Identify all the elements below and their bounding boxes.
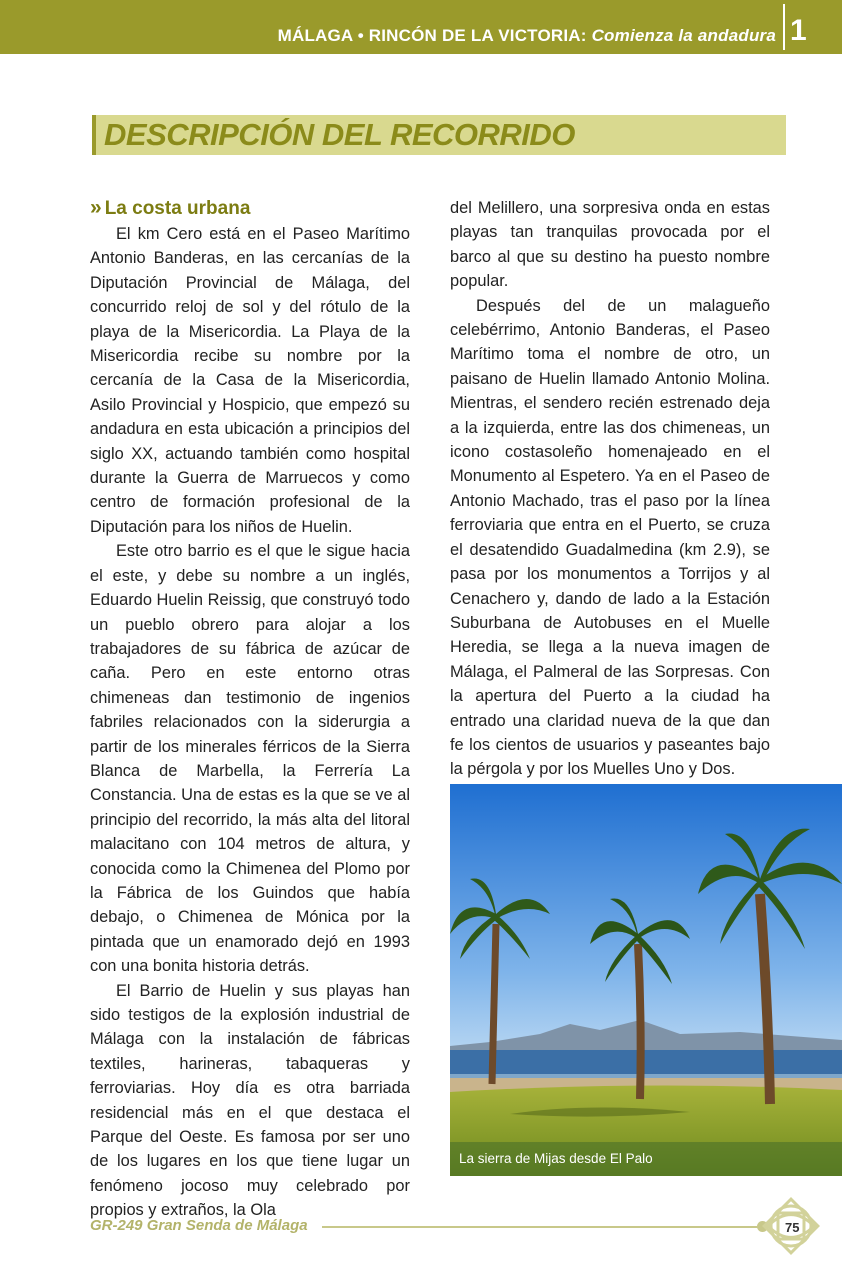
header-subtitle: Comienza la andadura [591,26,776,45]
section-title: DESCRIPCIÓN DEL RECORRIDO [104,117,575,152]
footer-title: GR-249 Gran Senda de Málaga [90,1217,308,1234]
photo-caption: La sierra de Mijas desde El Palo [450,1142,842,1176]
paragraph: El km Cero está en el Paseo Marítimo Antonio Banderas, en las cercanías de la Diputación Provincial de Málaga, del concurrido reloj de sol y del rótulo de la playa de la Misericordia. La Playa de la Misericordia recibe su nombre por la cercanía de la Casa de la Misericordia, Asilo Provincial y Hospicio, que empezó su andadura en esta ubicación a principios del siglo XX, actuando también como hospital durante la Guerra de Marruecos y como centro de formación profesional de la Diputación para los niños de Huelin. [90,225,410,536]
header-divider [783,4,785,50]
paragraph: El Barrio de Huelin y sus playas han sido testigos de la explosión industrial de Málaga con la instalación de fábricas textiles, harineras, tabaqueras y ferroviarias. Hoy día es otra barriada residencial más en el que destaca el Parque del Oeste. Es famosa por ser uno de los lugares en los que tiene lugar un fenómeno jocoso muy celebrado por propios y extraños, la Ola [90,981,410,1220]
palm-beach-illustration [450,784,842,1176]
double-chevron-icon: » [90,196,99,219]
subheading [90,195,410,222]
page-number: 75 [785,1220,800,1235]
footer-rule [322,1226,762,1228]
photo-palm-trees [450,784,842,1176]
header-prefix: MÁLAGA • RINCÓN DE LA VICTORIA: [277,26,587,45]
paragraph: Después del de un malagueño celebérrimo, Antonio Banderas, el Paseo Marítimo toma el nombre de otro, un paisano de Huelin llamado Antonio Molina. Mientras, el sendero recién estrenado deja a la izquierda, entre las dos chimeneas, un icono costasoleño homenajeado en el Monumento al Espetero. Ya en el Paseo de Antonio Machado, tras el paso por la línea ferroviaria que entra en el Puerto, se cruza el desatendido Guadalmedina (km 2.9), se pasa por los monumentos a Torrijos y al Cenachero y, dando de lado a la Estación Suburbana de Autobuses en el Muelle Heredia, se llega a la nueva imagen de Málaga, el Palmeral de las Sorpresas. Con la apertura del Puerto a la ciudad ha entrado una claridad nueva de la que dan fe los cientos de usuarios y paseantes bajo la pérgola y por los Muelles Uno y Dos. [450,296,770,779]
running-header [0,0,842,54]
subheading-text: La costa urbana [104,198,251,219]
running-header-text [278,26,776,46]
section-title-band [92,115,786,155]
chapter-number: 1 [790,14,807,47]
page-footer [90,1217,842,1257]
paragraph: del Melillero, una sorpresiva onda en estas playas tan tranquilas provocada por el barco al que su destino ha puesto nombre popular. [450,199,770,291]
paragraph: Este otro barrio es el que le sigue hacia el este, y debe su nombre a un inglés, Eduardo Huelin Reissig, que construyó todo un pueblo obrero para alojar a los trabajadores de su fábrica de azúcar de caña. Pero en este entorno otras chimeneas dan testimonio de ingenios fabriles relacionados con la siderurgia a partir de los minerales férricos de la Sierra Blanca de Marbella, la Ferrería La Constancia. Una de estas es la que se ve al principio del recorrido, la más alta del litoral malacitano con 104 metros de altura, y conocida como la Chimenea del Plomo por la Fábrica de los Guindos que había debajo, o Chimenea de Mónica por la pintada que un enamorado dejó en 1993 con una bonita historia detrás. [90,542,410,976]
left-column [90,195,410,1223]
right-column [450,196,770,782]
